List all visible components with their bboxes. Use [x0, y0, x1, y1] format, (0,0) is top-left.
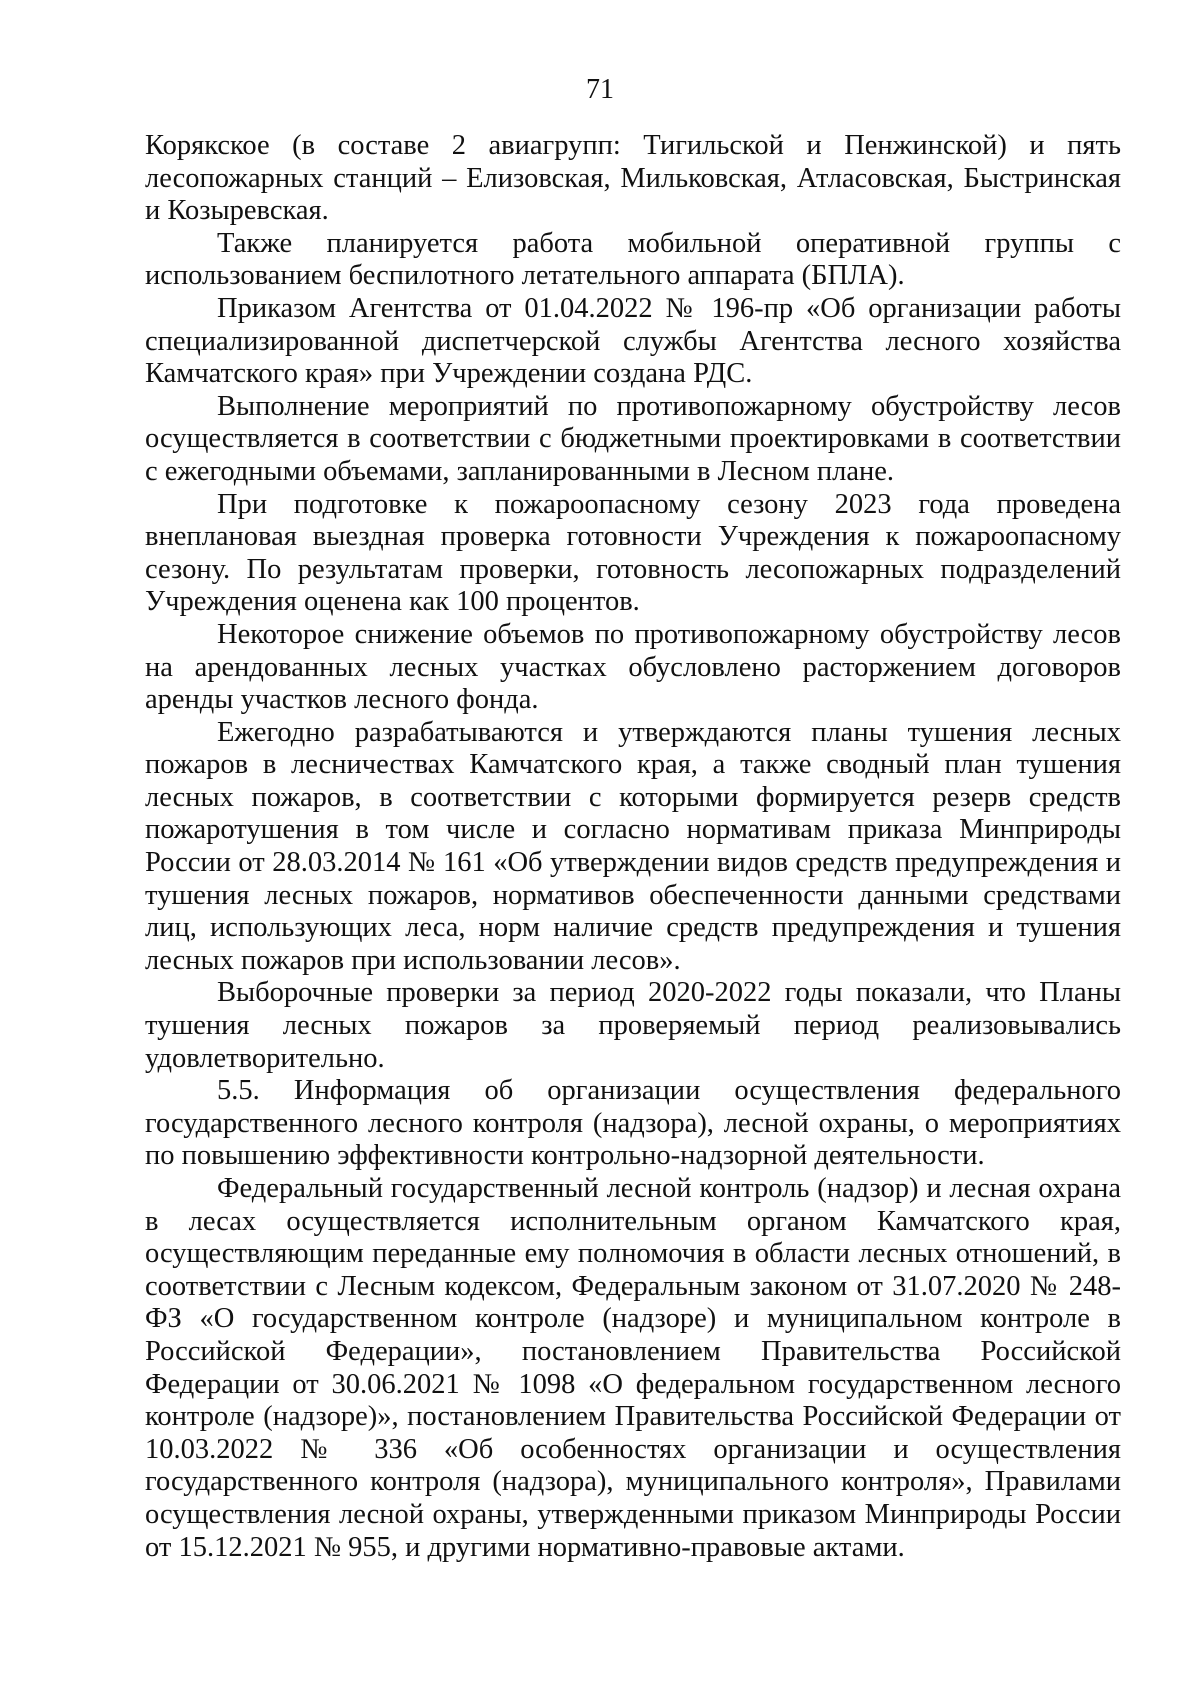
- document-body: [145, 130, 1121, 1564]
- paragraph-continuation: Корякское (в составе 2 авиагрупп: Тигильской и Пенжинской) и пять лесопожарных станций – Елизовская, Мильковская, Атласовская, Быстринская и Козыревская.: [145, 130, 1121, 227]
- paragraph-fire-prevention: Выполнение мероприятий по противопожарному обустройству лесов осуществляется в соответствии с бюджетными проектировками в соответствии с ежегодными объемами, запланированными в Лесном плане.: [145, 390, 1121, 487]
- page-number: 71: [586, 74, 614, 105]
- paragraph-forest-control: Федеральный государственный лесной контроль (надзор) и лесная охрана в лесах осуществляется исполнительным органом Камчатского края, осуществляющим переданные ему полномочия в области лесных отношений, в соответствии с Лесным кодексом, Федеральным законом от 31.07.2020 № 248-ФЗ «О государственном контроле (надзоре) и муниципальном контроле в Российской Федерации», постановлением Правительства Российской Федерации от 30.06.2021 № 1098 «О федеральном государственном лесного контроле (надзоре)», постановлением Правительства Российской Федерации от 10.03.2022 № 336 «Об особенностях организации и осуществления государственного контроля (надзора), муниципального контроля», Правилами осуществления лесной охраны, утвержденными приказом Минприроды России от 15.12.2021 № 955, и другими нормативно-правовые актами.: [145, 1173, 1121, 1563]
- paragraph-extinguishing-plans: Ежегодно разрабатываются и утверждаются планы тушения лесных пожаров в лесничествах Камчатского края, а также сводный план тушения лесных пожаров, в соответствии с которыми формируется резерв средств пожаротушения в том числе и согласно нормативам приказа Минприроды России от 28.03.2014 № 161 «Об утверждении видов средств предупреждения и тушения лесных пожаров, нормативов обеспеченности данными средствами лиц, использующих леса, норм наличие средств предупреждения и тушения лесных пожаров при использовании лесов».: [145, 716, 1121, 976]
- paragraph-season-preparation: При подготовке к пожароопасному сезону 2023 года проведена внеплановая выездная проверка готовности Учреждения к пожароопасному сезону. По результатам проверки, готовность лесопожарных подразделений Учреждения оценена как 100 процентов.: [145, 488, 1121, 618]
- paragraph-volume-reduction: Некоторое снижение объемов по противопожарному обустройству лесов на арендованных лесных участках обусловлено расторжением договоров аренды участков лесного фонда.: [145, 618, 1121, 716]
- paragraph-agency-order: Приказом Агентства от 01.04.2022 № 196-пр «Об организации работы специализированной диспетчерской службы Агентства лесного хозяйства Камчатского края» при Учреждении создана РДС.: [145, 292, 1121, 390]
- paragraph-selective-checks: Выборочные проверки за период 2020-2022 годы показали, что Планы тушения лесных пожаров за проверяемый период реализовывались удовлетворительно.: [145, 977, 1121, 1074]
- paragraph-bpla: Также планируется работа мобильной оперативной группы с использованием беспилотного летательного аппарата (БПЛА).: [145, 227, 1121, 292]
- section-heading-5-5: 5.5. Информация об организации осуществления федерального государственного лесного контроля (надзора), лесной охраны, о мероприятиях по повышению эффективности контрольно-надзорной деятельности.: [145, 1075, 1121, 1172]
